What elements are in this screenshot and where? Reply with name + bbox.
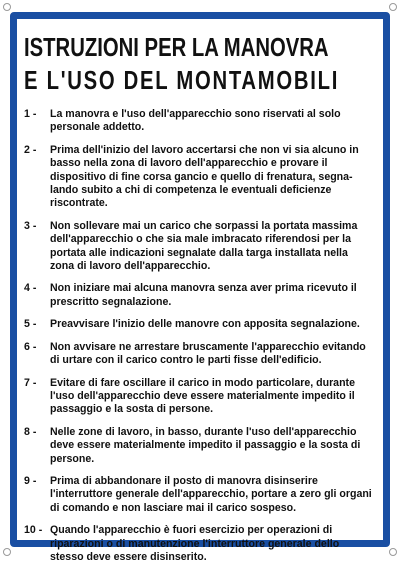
sign-title-line-2: E L'USO DEL MONTAMOBILI (24, 65, 340, 95)
instruction-item (24, 144, 374, 211)
instruction-item (24, 341, 374, 368)
instruction-number: 1 - (24, 108, 37, 120)
instruction-text: Nelle zone di lavoro, in basso, durante l'uso dell'apparecchio deve essere materialmente impedito il passaggio e la sosta di persone. (50, 425, 361, 465)
instruction-number: 5 - (24, 318, 37, 331)
mounting-hole-icon (3, 3, 11, 11)
instruction-text: Preavvisare l'inizio delle manovre con apposita segnalazione. (50, 318, 360, 331)
mounting-hole-icon (3, 548, 11, 556)
instruction-text: Prima di abbandonare il posto di manovra disinserire l'interruttore generale dell'apparecchio, portare a zero gli organi di comando e non lasciare mai il carico sospeso. (50, 474, 372, 514)
instruction-item (24, 426, 374, 466)
instruction-item (24, 282, 374, 309)
instruction-item (24, 377, 374, 417)
instruction-text: Non sollevare mai un carico che sorpassi la portata massima dell'apparecchio o che sia male imbracato riferendosi per la portata alle indicazioni segnalate dalla targa installata nella zona di lavoro dell'apparecchio. (50, 219, 358, 273)
instruction-item (24, 220, 374, 274)
instruction-number: 4 - (24, 282, 37, 295)
instruction-list (24, 108, 374, 573)
instruction-number: 9 - (24, 474, 37, 487)
instruction-text: Prima dell'inizio del lavoro accertarsi che non vi sia alcuno in basso nella zona di lavoro dell'apparecchio e provare il dispositivo di fine corsa gancio e quello di frenatura, segna-lando subito a chi di competenza le eventuali deficienze riscontrate. (50, 143, 359, 210)
mounting-hole-icon (389, 548, 397, 556)
instruction-item (24, 524, 374, 564)
instruction-item (24, 108, 374, 135)
instruction-number: 8 - (24, 425, 37, 438)
sign-title (24, 31, 340, 97)
instruction-text: Quando l'apparecchio è fuori esercizio per operazioni di riparazioni o di manutenzione l'interruttore generale dello stesso deve essere disinserito. (50, 524, 340, 563)
instruction-item (24, 475, 374, 515)
instruction-number: 7 - (24, 376, 37, 389)
instruction-item (24, 318, 374, 331)
mounting-hole-icon (389, 3, 397, 11)
instruction-text: Evitare di fare oscillare il carico in modo particolare, durante l'uso dell'apparecchio deve essere materialmente impedito il passaggio e la sosta di persone. (50, 376, 355, 416)
instruction-number: 10 - (24, 524, 43, 537)
instruction-text: Non iniziare mai alcuna manovra senza aver prima ricevuto il prescritto segnalazione. (50, 282, 357, 308)
instruction-text: Non avvisare ne arrestare bruscamente l'apparecchio evitando di urtare con il carico contro le parti fisse dell'edificio. (50, 340, 366, 367)
instruction-number: 6 - (24, 340, 37, 353)
sign-title-line-1: ISTRUZIONI PER LA MANOVRA (24, 32, 329, 62)
instruction-number: 2 - (24, 143, 37, 156)
instruction-number: 3 - (24, 219, 37, 232)
instruction-text: La manovra e l'uso dell'apparecchio sono riservati al solo personale addetto. (50, 108, 341, 134)
